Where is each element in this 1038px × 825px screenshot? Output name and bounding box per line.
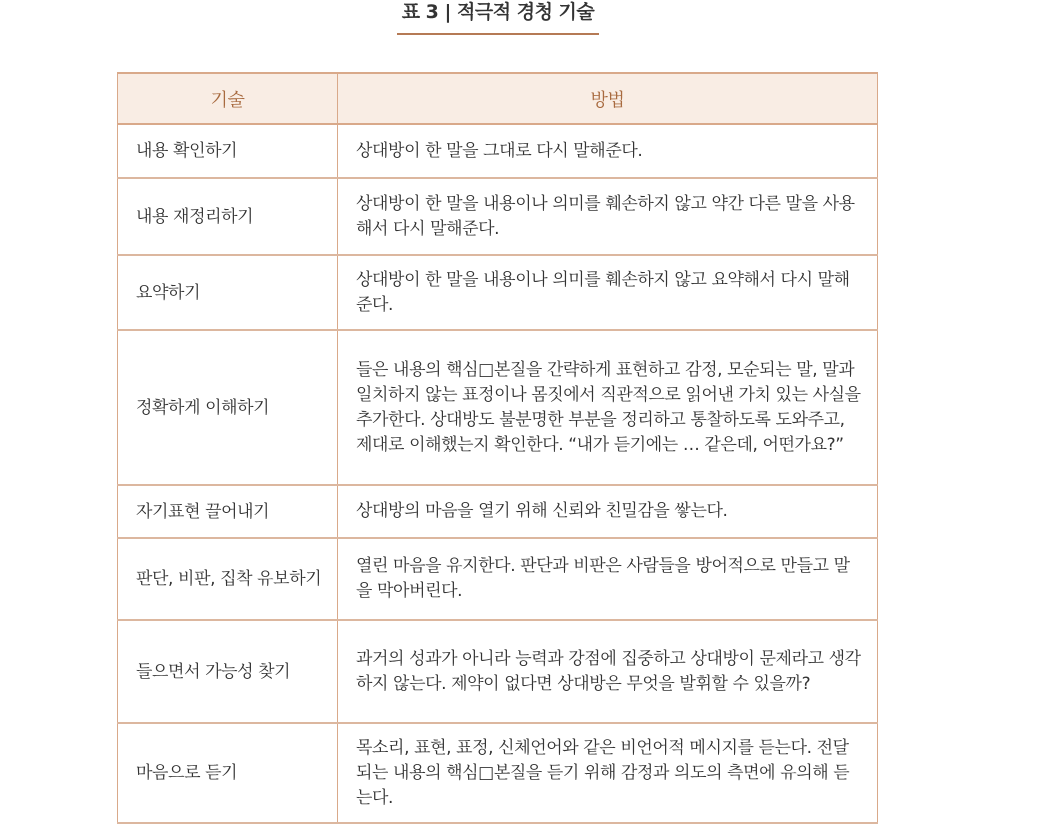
active-listening-table	[117, 72, 878, 824]
table-row	[118, 620, 878, 723]
table-row	[118, 330, 878, 485]
table-caption: 표 3 | 적극적 경청 기술	[401, 1, 595, 23]
table-header	[118, 73, 878, 124]
table-row	[118, 124, 878, 178]
skill-cell: 자기표현 끌어내기	[118, 485, 338, 538]
method-cell: 상대방의 마음을 열기 위해 신뢰와 친밀감을 쌓는다.	[338, 485, 878, 538]
skill-cell: 마음으로 듣기	[118, 723, 338, 823]
skill-cell: 들으면서 가능성 찾기	[118, 620, 338, 723]
header-method: 방법	[338, 73, 878, 124]
header-row	[118, 73, 878, 124]
skill-cell: 내용 확인하기	[118, 124, 338, 178]
header-skill: 기술	[118, 73, 338, 124]
skill-cell: 요약하기	[118, 255, 338, 330]
skill-cell: 판단, 비판, 집착 유보하기	[118, 538, 338, 620]
caption-underline	[397, 33, 599, 35]
method-cell: 상대방이 한 말을 그대로 다시 말해준다.	[338, 124, 878, 178]
skill-cell: 내용 재정리하기	[118, 178, 338, 255]
method-cell: 목소리, 표현, 표정, 신체언어와 같은 비언어적 메시지를 듣는다. 전달되는 내용의 핵심□본질을 듣기 위해 감정과 의도의 측면에 유의해 듣는다.	[338, 723, 878, 823]
table-row	[118, 538, 878, 620]
table-body	[118, 124, 878, 823]
method-cell: 상대방이 한 말을 내용이나 의미를 훼손하지 않고 요약해서 다시 말해준다.	[338, 255, 878, 330]
table-row	[118, 178, 878, 255]
method-cell: 들은 내용의 핵심□본질을 간략하게 표현하고 감정, 모순되는 말, 말과 일치하지 않는 표정이나 몸짓에서 직관적으로 읽어낸 가치 있는 사실을 추가한다. 상대방도 불분명한 부분을 정리하고 통찰하도록 도와주고, 제대로 이해했는지 확인한다. “내가 듣기에는 … 같은데, 어떤가요?”	[338, 330, 878, 485]
skill-cell: 정확하게 이해하기	[118, 330, 338, 485]
method-cell: 상대방이 한 말을 내용이나 의미를 훼손하지 않고 약간 다른 말을 사용해서 다시 말해준다.	[338, 178, 878, 255]
method-cell: 열린 마음을 유지한다. 판단과 비판은 사람들을 방어적으로 만들고 말을 막아버린다.	[338, 538, 878, 620]
method-cell: 과거의 성과가 아니라 능력과 강점에 집중하고 상대방이 문제라고 생각하지 않는다. 제약이 없다면 상대방은 무엇을 발휘할 수 있을까?	[338, 620, 878, 723]
table-row	[118, 723, 878, 823]
table-row	[118, 255, 878, 330]
table-row	[118, 485, 878, 538]
